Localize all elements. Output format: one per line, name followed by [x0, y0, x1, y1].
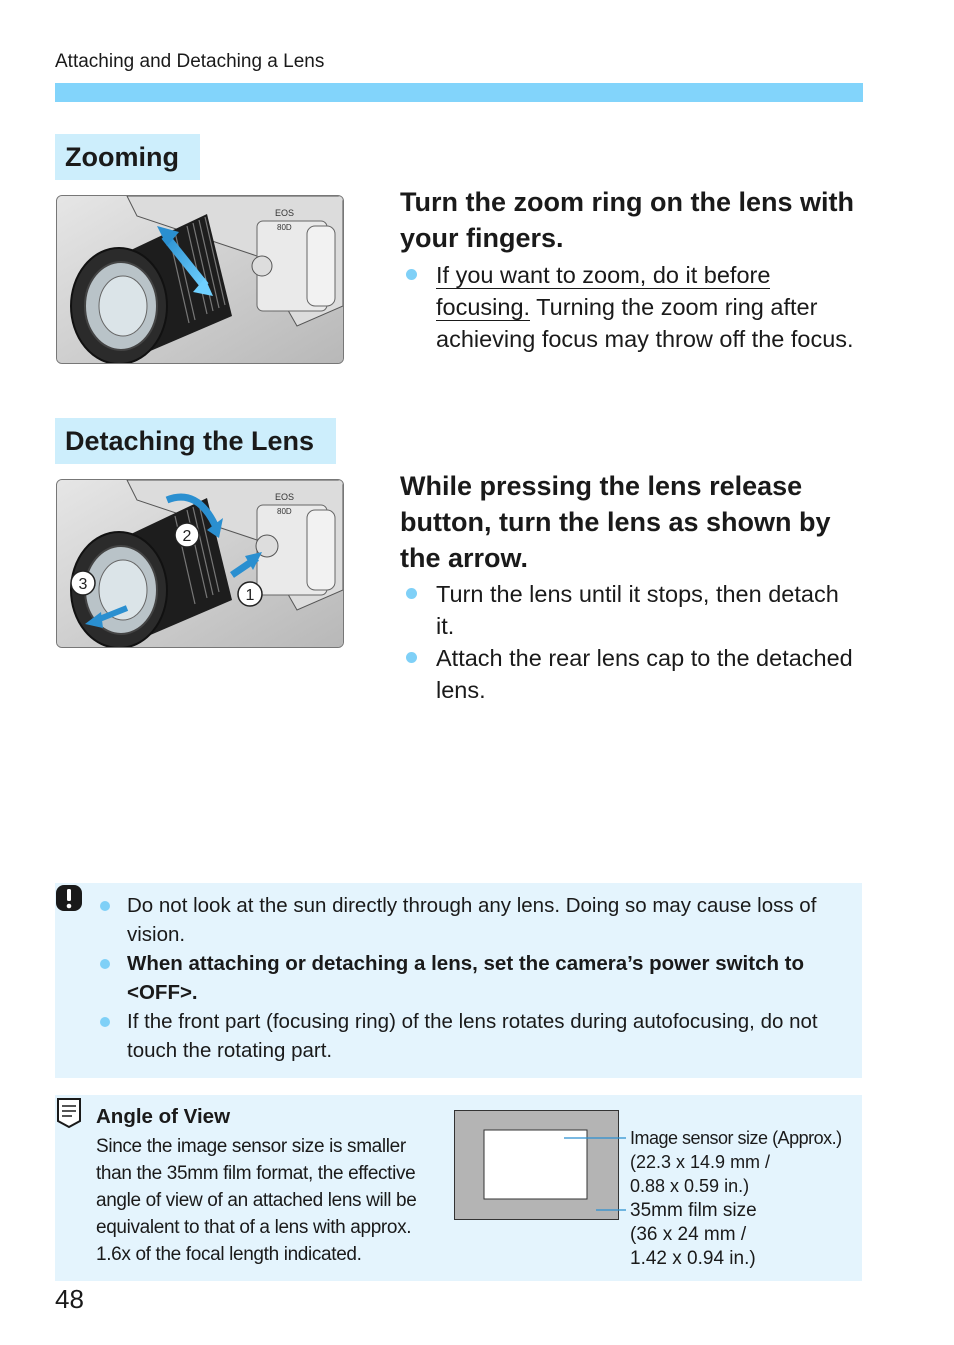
header-bar — [55, 83, 863, 102]
sensor-label-line2: (22.3 x 14.9 mm / — [630, 1152, 771, 1172]
zoom-ring-photo — [56, 195, 344, 364]
camera-model-text: 80D — [277, 223, 292, 232]
caution-list — [98, 891, 848, 1065]
list-item: When attaching or detaching a lens, set the camera’s power switch to <OFF>. — [98, 949, 848, 1007]
list-item — [400, 259, 860, 355]
section-title-detaching: Detaching the Lens — [55, 418, 336, 464]
caution-icon — [55, 884, 83, 912]
camera-detach-illustration — [57, 480, 343, 647]
lens-detach-photo — [56, 479, 344, 648]
section-title-zooming: Zooming — [55, 134, 200, 180]
sensor-label-line1: Image sensor size (Approx.) — [630, 1128, 842, 1148]
list-item: If the front part (focusing ring) of the lens rotates during autofocusing, do not touch the rotating part. — [98, 1007, 848, 1065]
camera-zoom-illustration — [57, 196, 343, 363]
note-body: Since the image sensor size is smaller than the 35mm film format, the effective angle of view of an attached lens will be equivalent to that of a lens with approx. 1.6x of the focal length indicated. — [96, 1136, 417, 1265]
camera-brand-text: EOS — [275, 208, 295, 218]
step-mark-1: 1 — [245, 587, 255, 604]
page-number: 48 — [55, 1284, 84, 1314]
film-label-line1: 35mm film size — [630, 1200, 757, 1221]
list-item: Turn the lens until it stops, then detach it. — [400, 578, 860, 642]
detach-step-title: While pressing the lens release button, turn the lens as shown by the arrow. — [400, 471, 831, 573]
running-head: Attaching and Detaching a Lens — [55, 51, 325, 72]
sensor-label-line3: 0.88 x 0.59 in.) — [630, 1176, 750, 1196]
zoom-step-title: Turn the zoom ring on the lens with your fingers. — [400, 187, 854, 253]
detach-bullets — [400, 578, 860, 706]
zoom-bullet-underlined: If you want to zoom, do it before focusing. — [436, 262, 771, 320]
memo-icon — [56, 1097, 82, 1129]
step-mark-2: 2 — [182, 528, 192, 545]
sensor-size-diagram — [454, 1110, 874, 1285]
step-mark-3: 3 — [78, 576, 88, 593]
sensor-frame-rect — [484, 1130, 587, 1199]
note-title: Angle of View — [96, 1105, 231, 1128]
list-item: Do not look at the sun directly through any lens. Doing so may cause loss of vision. — [98, 891, 848, 949]
camera-brand-text: EOS — [275, 492, 295, 502]
zoom-bullets — [400, 259, 860, 355]
camera-model-text: 80D — [277, 507, 292, 516]
film-label-line3: 1.42 x 0.94 in.) — [630, 1248, 756, 1269]
film-label-line2: (36 x 24 mm / — [630, 1224, 747, 1245]
list-item: Attach the rear lens cap to the detached lens. — [400, 642, 860, 706]
zoom-bullet-rest: Turning the zoom ring after achieving focus may throw off the focus. — [436, 294, 854, 352]
